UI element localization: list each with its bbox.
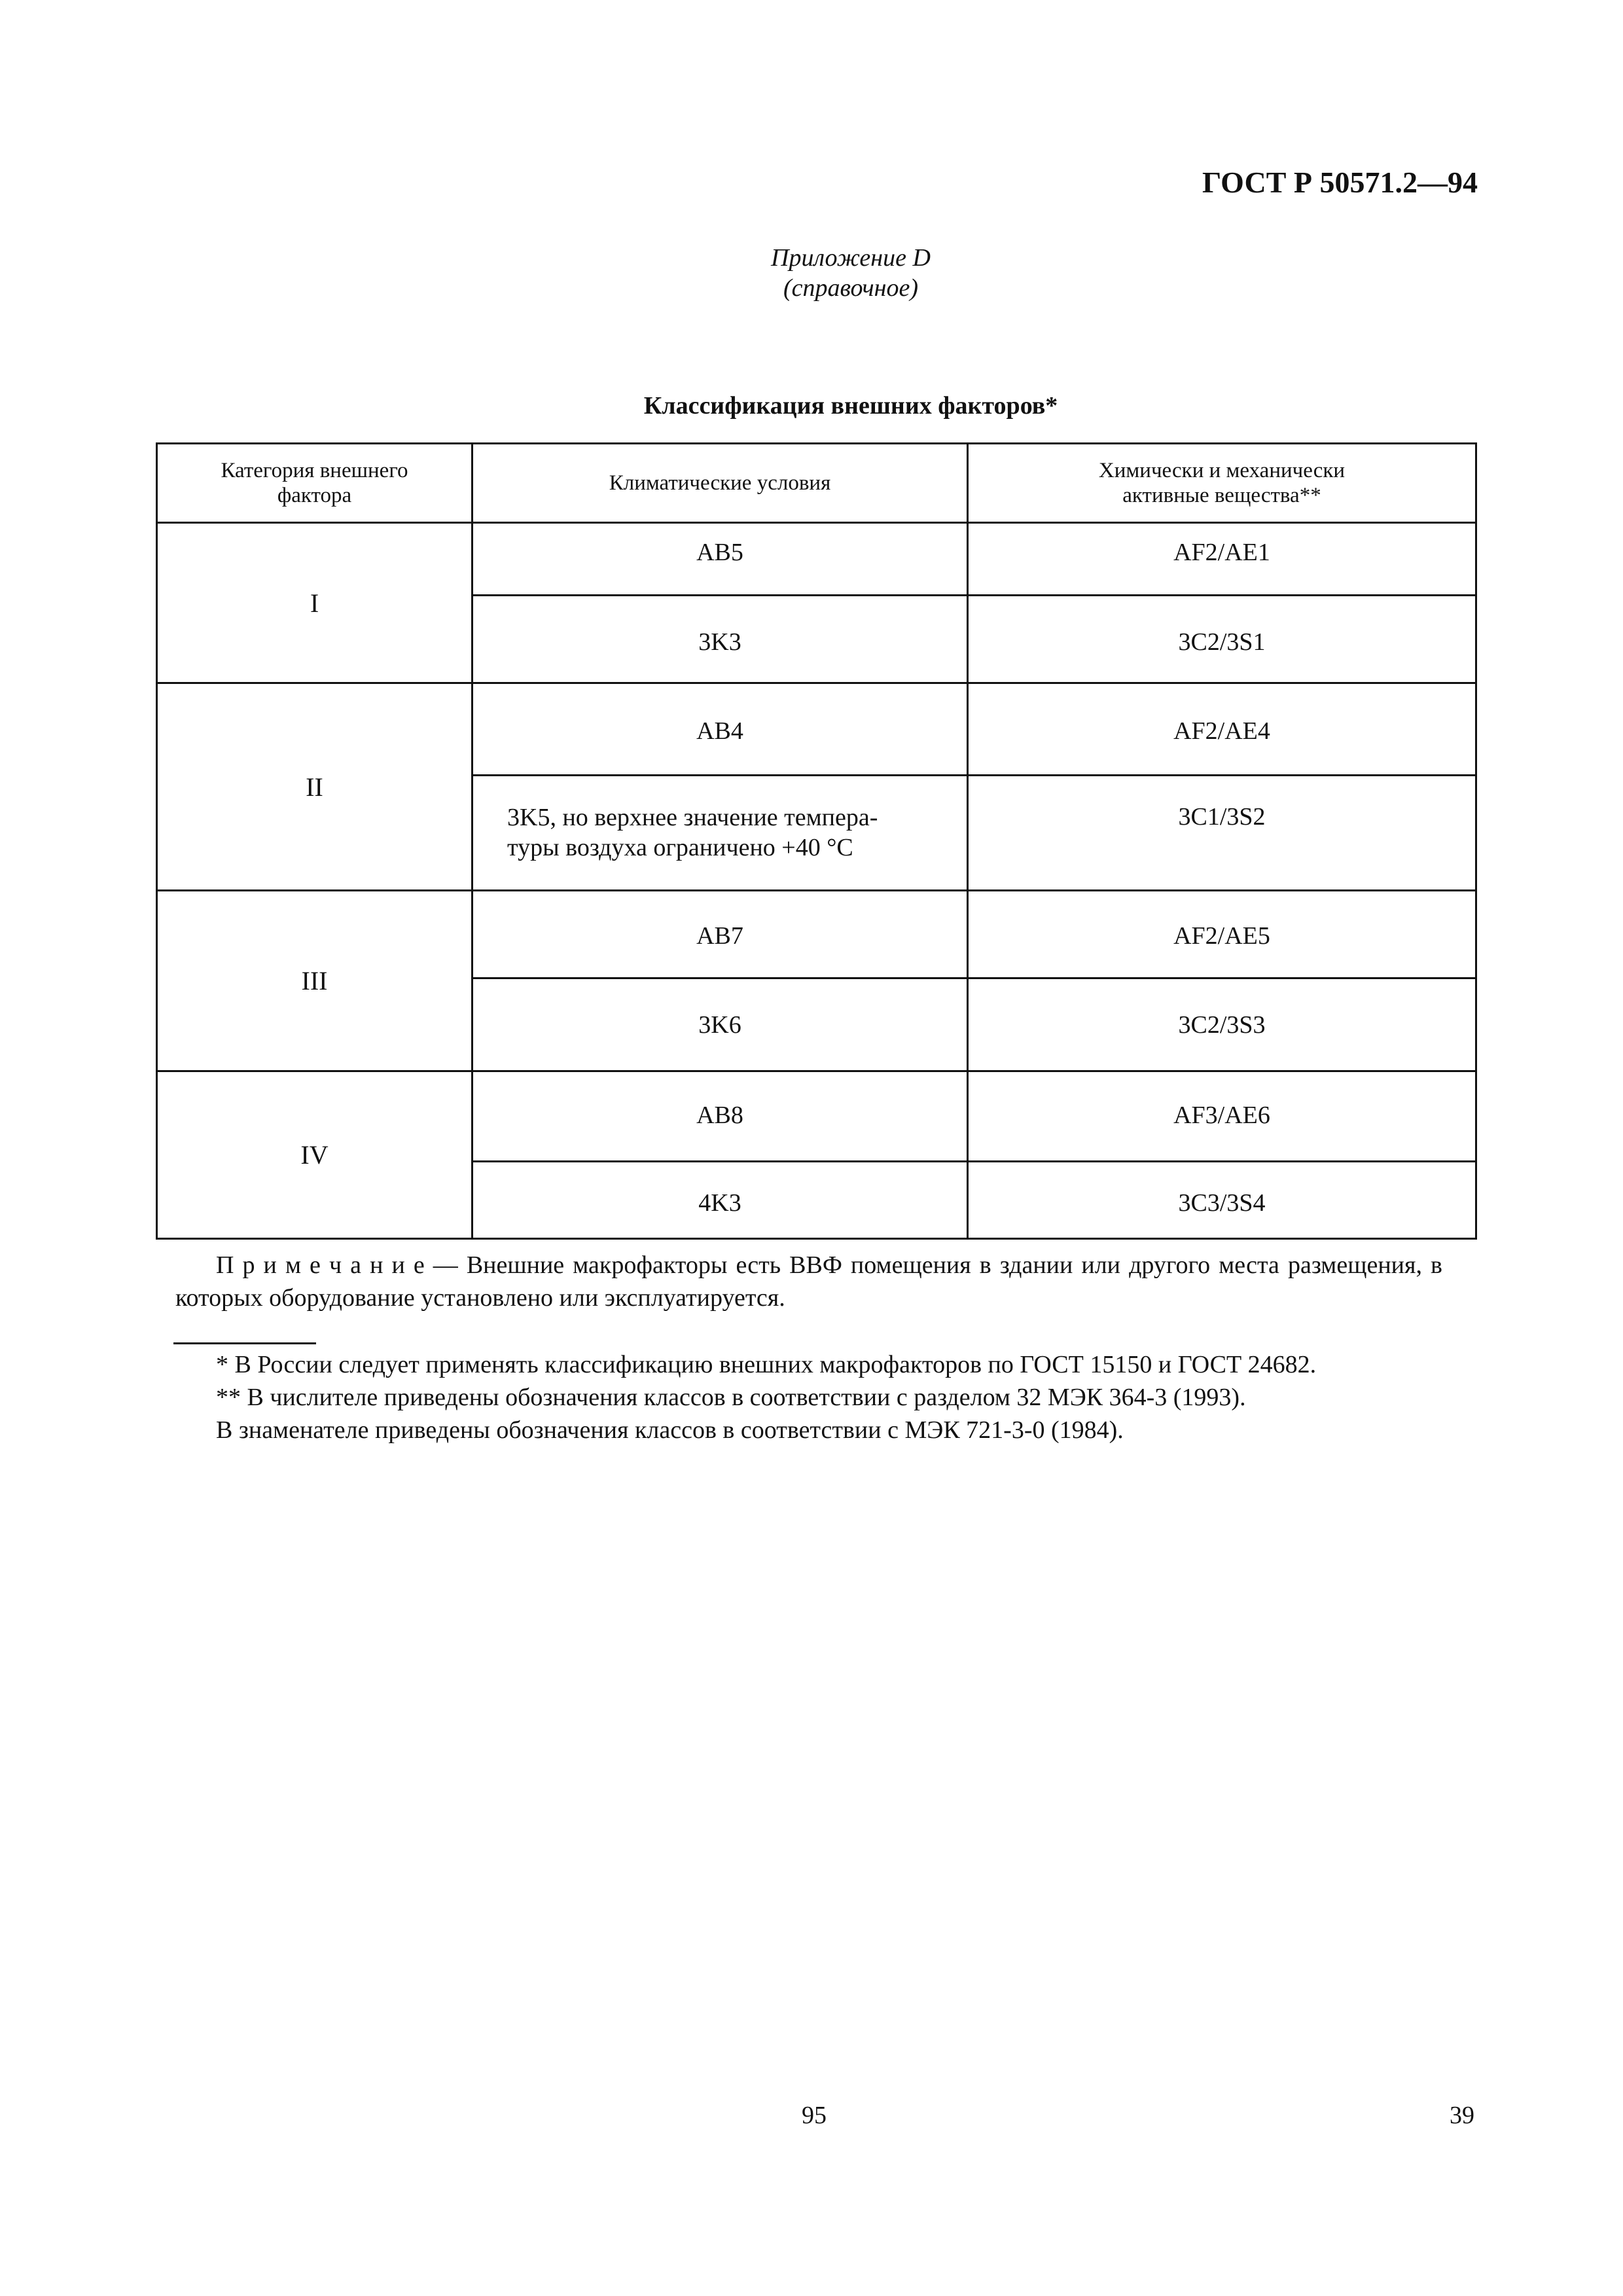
table-row [157,891,1476,978]
climate-cell-line: 3K5, но верхнее значение темпера- [507,804,878,831]
document-id: ГОСТ Р 50571.2—94 [1202,166,1478,199]
chemical-cell: 3C2/3S1 [968,596,1476,683]
header-category-line: фактора [277,484,352,507]
header-category [157,444,473,523]
category-cell: I [157,523,473,683]
footnote: ** В числителе приведены обозначения классов в соответствии с разделом 32 МЭК 364-3 (1993). [216,1384,1246,1411]
climate-cell: 4K3 [473,1162,968,1239]
header-chemical [968,444,1476,523]
climate-cell: 3K6 [473,978,968,1071]
climate-cell [473,776,968,891]
footnote: В знаменателе приведены обозначения классов в соответствии с МЭК 721-3-0 (1984). [216,1416,1124,1444]
footnote: * В России следует применять классификацию внешних макрофакторов по ГОСТ 15150 и ГОСТ 24682. [216,1351,1317,1378]
page-number-center: 95 [802,2102,827,2129]
category-cell: IV [157,1071,473,1239]
chemical-cell: 3C1/3S2 [968,776,1476,891]
page-number-right: 39 [1450,2102,1474,2129]
category-cell: III [157,891,473,1071]
climate-cell: 3K3 [473,596,968,683]
chemical-cell: 3C2/3S3 [968,978,1476,1071]
classification-table [156,442,1477,1240]
table-row [157,523,1476,596]
chemical-cell: 3C3/3S4 [968,1162,1476,1239]
climate-cell: AB5 [473,523,968,596]
category-cell: II [157,683,473,891]
header-climate: Климатические условия [473,444,968,523]
chemical-cell: AF2/AE4 [968,683,1476,776]
header-category-line: Категория внешнего [221,459,408,482]
chemical-cell: AF3/AE6 [968,1071,1476,1162]
header-chemical-line: Химически и механически [1098,459,1346,482]
table-header-row [157,444,1476,523]
climate-cell: AB7 [473,891,968,978]
climate-cell-line: туры воздуха ограничено +40 °С [507,834,853,861]
chemical-cell: AF2/AE5 [968,891,1476,978]
climate-cell: AB8 [473,1071,968,1162]
appendix-title: Приложение D [771,244,931,272]
table-row [157,1071,1476,1162]
header-chemical-line: активные вещества** [1122,484,1321,507]
table-row [157,683,1476,776]
table-note: П р и м е ч а н и е — Внешние макрофакторы есть ВВФ помещения в здании или другого места размещения, в которых оборудование установлено или эксплуатируется. [175,1251,1442,1312]
chemical-cell: AF2/AE1 [968,523,1476,596]
footnote-divider [173,1342,316,1344]
table-title: Классификация внешних факторов* [643,392,1058,420]
appendix-subtitle: (справочное) [783,274,919,302]
climate-cell: AB4 [473,683,968,776]
